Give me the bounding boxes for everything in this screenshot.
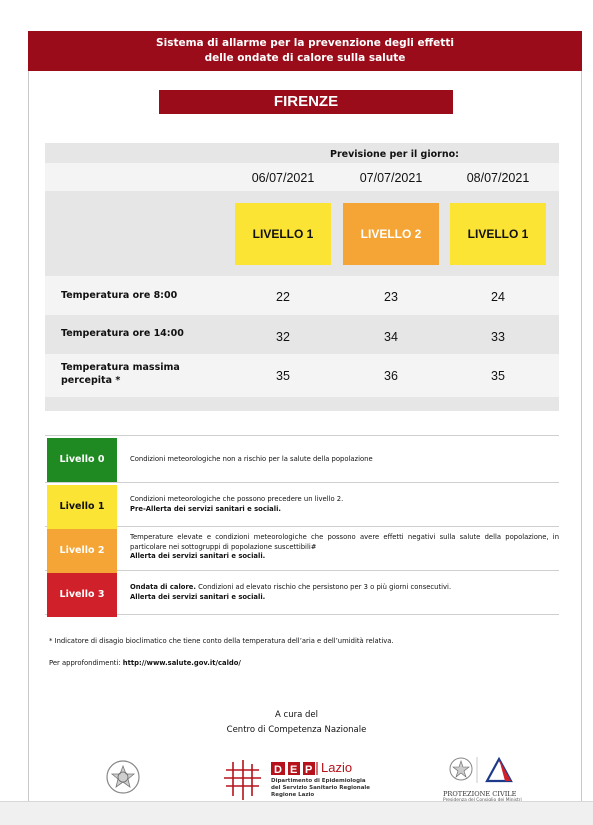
level-badge-day-3: LIVELLO 1 (450, 203, 546, 265)
protezione-civile-mark-icon (443, 755, 543, 785)
temp-8-day-3: 24 (491, 290, 505, 304)
viewer-bottom-bar (0, 801, 593, 825)
legend-chip-level-2: Livello 2 (47, 529, 117, 573)
legend-desc-level-3 (130, 583, 559, 593)
dep-lazio-logo (221, 756, 381, 806)
date-day-1: 06/07/2021 (251, 171, 315, 185)
protezione-civile-logo (443, 755, 543, 803)
more-info (49, 659, 241, 667)
level-badge-day-2: LIVELLO 2 (343, 203, 439, 265)
credit-line-2: Centro di Competenza Nazionale (226, 725, 367, 735)
date-day-3: 08/07/2021 (466, 171, 530, 185)
bulletin-header (28, 31, 582, 71)
legend-text-level-1 (130, 495, 559, 514)
temp-max-label-line-1: Temperatura massima (61, 362, 180, 373)
credit (0, 708, 593, 738)
temp-max-label-line-2: percepita * (61, 375, 121, 386)
temp-8-day-2: 23 (384, 290, 398, 304)
temp-max-day-1: 35 (276, 369, 290, 383)
credit-line-1: A cura del (275, 710, 318, 720)
dep-lazio-title: Lazio (321, 760, 353, 775)
forecast-table (45, 143, 559, 411)
legend-chip-level-3: Livello 3 (47, 573, 117, 617)
temp-14-label: Temperatura ore 14:00 (61, 328, 184, 339)
header-line-1: Sistema di allarme per la prevenzione degli effetti (156, 37, 454, 49)
legend-row-level-0 (45, 436, 559, 483)
legend-row-level-2 (45, 527, 559, 571)
city-title: FIRENZE (159, 90, 453, 114)
legend-body-level-3: Condizioni ad elevato rischio che persistono per 3 o più giorni consecutivi. (196, 583, 452, 591)
footnote: * Indicatore di disagio bioclimatico che tiene conto della temperatura dell’aria e dell’umidità relativa. (49, 637, 394, 645)
dep-lazio-caption (271, 778, 370, 799)
temp-8-label: Temperatura ore 8:00 (61, 290, 178, 301)
more-info-label: Per approfondimenti: (49, 659, 121, 667)
temp-14-row (45, 315, 559, 354)
legend-text-level-0: Condizioni meteorologiche non a rischio per la salute della popolazione (130, 455, 373, 463)
levels-row (45, 191, 559, 276)
legend-action-level-3: Allerta dei servizi sanitari e sociali. (130, 592, 266, 601)
more-info-link[interactable]: http://www.salute.gov.it/caldo/ (122, 659, 241, 667)
legend-row-level-3 (45, 571, 559, 615)
temp-14-day-1: 32 (276, 330, 290, 344)
legend-row-level-1 (45, 483, 559, 527)
forecast-header-label: Previsione per il giorno: (330, 149, 459, 160)
temp-max-label (61, 361, 180, 387)
table-footer-row (45, 397, 559, 411)
svg-text:P: P (305, 764, 313, 776)
date-day-2: 07/07/2021 (359, 171, 423, 185)
forecast-header-row (45, 143, 559, 163)
temp-max-row (45, 354, 559, 397)
svg-text:E: E (290, 764, 298, 776)
dates-row (45, 163, 559, 191)
pc-title: PROTEZIONE CIVILE (443, 790, 517, 798)
svg-text:D: D (274, 764, 282, 776)
dep-line-2: del Servizio Sanitario Regionale (271, 785, 371, 791)
dep-line-3: Regione Lazio (271, 792, 315, 798)
temp-max-day-3: 35 (491, 369, 505, 383)
level-legend (45, 435, 559, 615)
legend-action-level-2: Allerta dei servizi sanitari e sociali. (130, 552, 266, 560)
legend-chip-level-1: Livello 1 (47, 485, 117, 529)
temp-14-day-2: 34 (384, 330, 398, 344)
legend-lead-level-3: Ondata di calore. (130, 583, 196, 591)
temp-8-day-1: 22 (276, 290, 290, 304)
legend-desc-level-2: Temperature elevate e condizioni meteorologiche che possono avere effetti negativi sulla salute della popolazione, in particolare nei sottogruppi di popolazione suscettibili# (130, 533, 559, 551)
legend-action-level-1: Pre-Allerta dei servizi sanitari e sociali. (130, 504, 282, 513)
legend-desc-level-1: Condizioni meteorologiche che possono precedere un livello 2. (130, 495, 344, 503)
header-line-2: delle ondate di calore sulla salute (204, 52, 406, 64)
emblem-icon (88, 757, 158, 801)
temp-8-row (45, 276, 559, 315)
legend-text-level-3 (130, 583, 559, 602)
temp-max-day-2: 36 (384, 369, 398, 383)
temp-14-day-3: 33 (491, 330, 505, 344)
legend-chip-level-0: Livello 0 (47, 438, 117, 482)
dep-line-1: Dipartimento di Epidemiologia (271, 778, 366, 784)
level-badge-day-1: LIVELLO 1 (235, 203, 331, 265)
legend-text-level-2 (130, 533, 559, 562)
